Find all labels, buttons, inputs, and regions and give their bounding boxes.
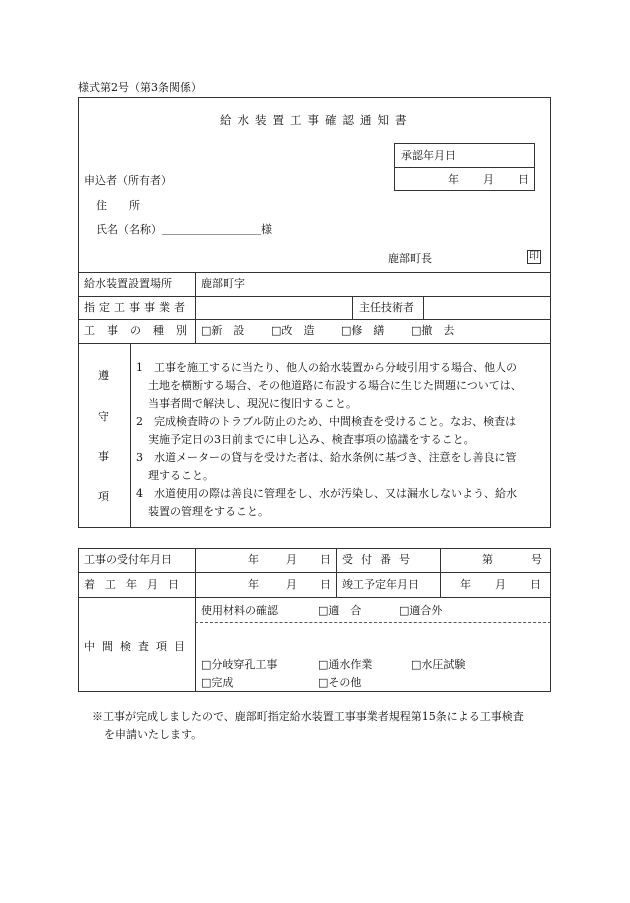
received-date-label: 工事の受付年月日 bbox=[84, 553, 172, 566]
applicant-label: 申込者（所有者） bbox=[84, 174, 172, 187]
work-type-label: 工事の種別 bbox=[84, 324, 199, 337]
inspection-dashed-line bbox=[195, 622, 551, 623]
rule-line: 装置の管理をすること。 bbox=[148, 505, 269, 518]
footer-note-line-1: ※工事が完成しましたので、鹿部町指定給水装置工事事業者規程第15条による工事検査 bbox=[92, 710, 524, 723]
item-water-flow-checkbox[interactable]: □通水作業 bbox=[318, 658, 373, 671]
applicant-address-label[interactable]: 住 所 bbox=[96, 199, 140, 212]
type-repair-checkbox[interactable]: □修 繕 bbox=[341, 324, 385, 337]
approval-label: 承認年月日 bbox=[401, 149, 456, 162]
receipt-number-prefix[interactable]: 第 bbox=[482, 553, 493, 566]
start-month[interactable]: 月 bbox=[286, 578, 297, 591]
start-day[interactable]: 日 bbox=[320, 578, 331, 591]
mayor-label: 鹿部町長 bbox=[388, 252, 432, 265]
rule-line: 3 水道メーターの貸与を受けた者は、給水条例に基づき、注意をし善良に管 bbox=[136, 451, 517, 464]
item-other-checkbox[interactable]: □その他 bbox=[318, 676, 362, 689]
rule-line: 実施予定日の3日前までに申し込み、検査事項の協議をすること。 bbox=[148, 433, 475, 446]
completion-day[interactable]: 日 bbox=[530, 578, 541, 591]
row-line-3 bbox=[78, 319, 551, 320]
lower-form-frame bbox=[78, 548, 551, 692]
lower-right-divider bbox=[440, 548, 441, 597]
received-month[interactable]: 月 bbox=[286, 553, 297, 566]
item-pressure-test-checkbox[interactable]: □水圧試験 bbox=[411, 658, 466, 671]
completion-date-label: 竣工予定年月日 bbox=[342, 578, 419, 591]
chief-engineer-label: 主任技術者 bbox=[359, 301, 414, 314]
approval-year: 年 bbox=[448, 173, 459, 186]
receipt-number-suffix[interactable]: 号 bbox=[531, 553, 542, 566]
received-day[interactable]: 日 bbox=[320, 553, 331, 566]
rules-side-1: 遵 bbox=[98, 369, 109, 382]
materials-check-label: 使用材料の確認 bbox=[201, 604, 278, 617]
contractor-label: 指定工事事業者 bbox=[84, 301, 189, 314]
start-year[interactable]: 年 bbox=[248, 578, 259, 591]
materials-ng-checkbox[interactable]: □適合外 bbox=[399, 604, 443, 617]
approval-month: 月 bbox=[483, 173, 494, 186]
lower-row-line-1 bbox=[78, 572, 551, 573]
location-value[interactable]: 鹿部町字 bbox=[201, 277, 245, 290]
rule-line: 当事者間で解決し、現況に復旧すること。 bbox=[148, 397, 357, 410]
received-year[interactable]: 年 bbox=[248, 553, 259, 566]
chief-divider-left bbox=[352, 296, 353, 319]
footer-note-line-2: を申請いたします。 bbox=[104, 728, 203, 741]
row-line-1 bbox=[78, 272, 551, 273]
receipt-number-label: 受付番号 bbox=[342, 553, 418, 566]
approval-day: 日 bbox=[518, 173, 529, 186]
seal-mark: 印 bbox=[529, 251, 539, 262]
inspection-items-label: 中間検査項目 bbox=[84, 640, 192, 653]
rules-side-4: 項 bbox=[98, 490, 109, 503]
form-title: 給水装置工事確認通知書 bbox=[220, 113, 413, 127]
rule-line: 1 工事を施工するに当たり、他人の給水装置から分岐引用する場合、他人の bbox=[136, 361, 517, 374]
type-new-checkbox[interactable]: □新 設 bbox=[201, 324, 245, 337]
type-remove-checkbox[interactable]: □撤 去 bbox=[411, 324, 455, 337]
type-modify-checkbox[interactable]: □改 造 bbox=[271, 324, 315, 337]
rules-side-3: 事 bbox=[98, 450, 109, 463]
form-number-label: 様式第2号（第3条関係） bbox=[78, 81, 202, 94]
completion-month[interactable]: 月 bbox=[495, 578, 506, 591]
row-line-4 bbox=[78, 343, 551, 344]
rule-line: 4 水道使用の際は善良に管理をし、水が汚染し、又は漏水しないよう、給水 bbox=[136, 487, 517, 500]
location-label: 給水装置設置場所 bbox=[84, 277, 172, 290]
item-completion-checkbox[interactable]: □完成 bbox=[201, 676, 234, 689]
materials-ok-checkbox[interactable]: □適 合 bbox=[318, 604, 362, 617]
item-branch-drilling-checkbox[interactable]: □分岐穿孔工事 bbox=[201, 658, 278, 671]
rules-divider bbox=[130, 343, 131, 528]
row-line-2 bbox=[78, 296, 551, 297]
start-date-label: 着工年月日 bbox=[84, 578, 189, 591]
lower-mid-divider bbox=[336, 548, 337, 597]
rule-line: 土地を横断する場合、その他道路に布設する場合に生じた問題については、 bbox=[148, 379, 522, 392]
chief-divider-right bbox=[423, 296, 424, 319]
lower-row-line-2 bbox=[78, 597, 551, 598]
lower-label-divider bbox=[195, 548, 196, 692]
rules-side-2: 守 bbox=[98, 410, 109, 423]
applicant-name-label[interactable]: 氏名（名称）＿＿＿＿＿＿＿＿＿様 bbox=[96, 223, 272, 236]
rule-line: 理すること。 bbox=[148, 469, 214, 482]
approval-divider bbox=[394, 167, 535, 168]
rule-line: 2 完成検査時のトラブル防止のため、中間検査を受けること。なお、検査は bbox=[136, 415, 517, 428]
completion-year[interactable]: 年 bbox=[460, 578, 471, 591]
